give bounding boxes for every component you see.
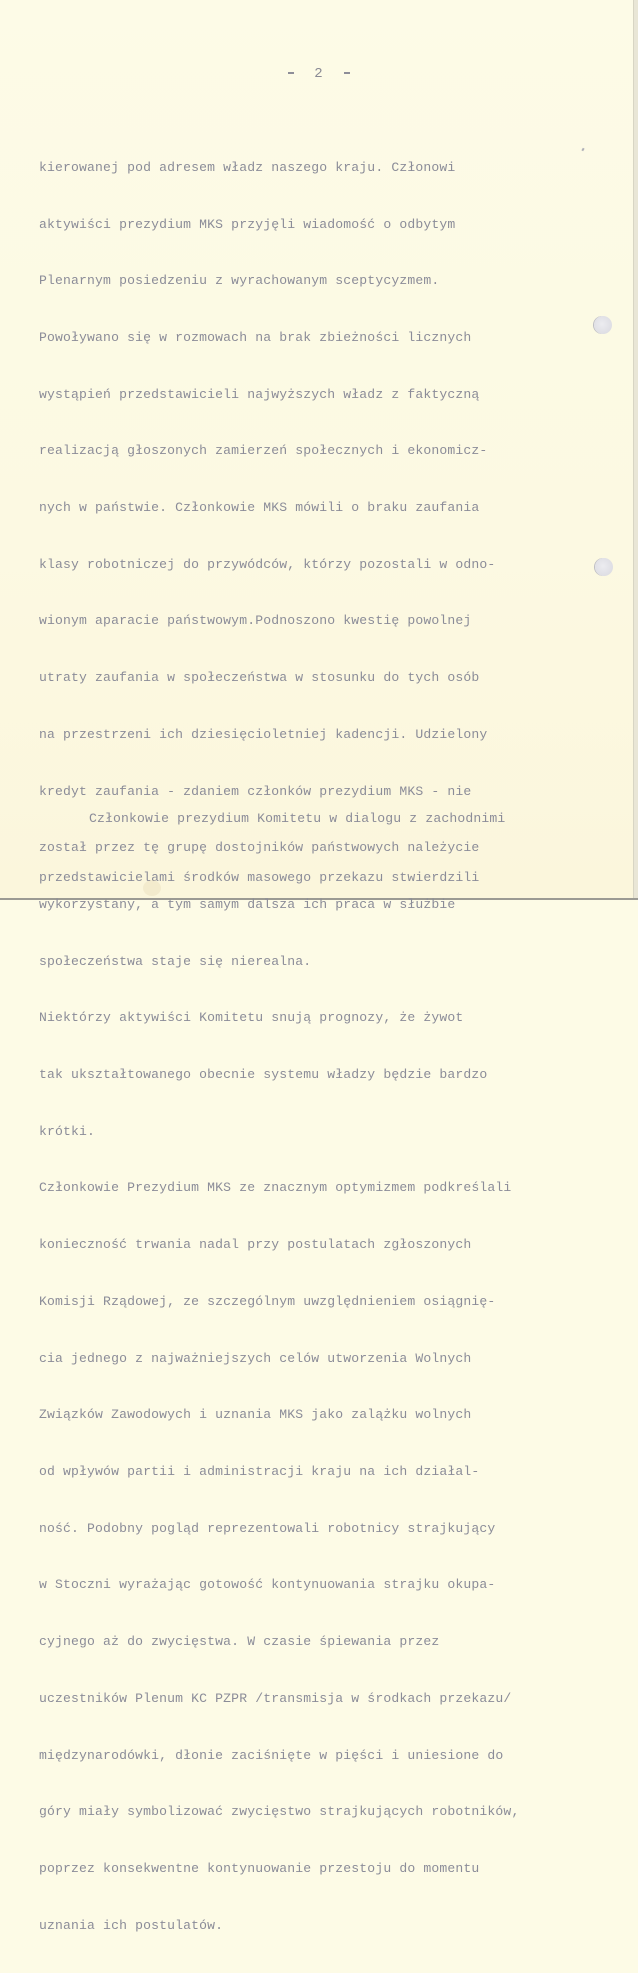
text-line: konieczność trwania nadal przy postulatach zgłoszonych bbox=[39, 1237, 472, 1253]
ink-mark bbox=[581, 148, 584, 152]
page-edge bbox=[633, 0, 638, 900]
text-line: kierowanej pod adresem władz naszego kraju. Członowi bbox=[39, 159, 456, 175]
text-line: nych w państwie. Członkowie MKS mówili o braku zaufania bbox=[39, 500, 480, 516]
text-line: Niektórzy aktywiści Komitetu snują prognozy, że żywot bbox=[39, 1010, 464, 1026]
paragraph-2 bbox=[39, 770, 559, 926]
text-line: krótki. bbox=[39, 1123, 96, 1139]
text-line: Powoływano się w rozmowach na brak zbieżności licznych bbox=[39, 329, 472, 345]
text-line: realizacją głoszonych zamierzeń społecznych i ekonomicz- bbox=[39, 443, 488, 459]
text-line: ność. Podobny pogląd reprezentowali robotnicy strajkujący bbox=[39, 1520, 496, 1536]
text-line: został przez tę grupę dostojników państwowych należycie bbox=[39, 840, 480, 856]
paragraph-1 bbox=[39, 121, 559, 1973]
text-line: góry miały symbolizować zwycięstwo strajkujących robotników, bbox=[39, 1804, 520, 1820]
page-number-value: 2 bbox=[314, 66, 324, 82]
text-line: wionym aparacie państwowym.Podnoszono kwestię powolnej bbox=[39, 613, 472, 629]
text-line: cia jednego z najważniejszych celów utworzenia Wolnych bbox=[39, 1350, 472, 1366]
text-line: aktywiści prezydium MKS przyjęli wiadomość o odbytym bbox=[39, 216, 456, 232]
text-line: Komisji Rządowej, ze szczególnym uwzględnieniem osiągnię- bbox=[39, 1293, 496, 1309]
text-line: poprzez konsekwentne kontynuowanie przestoju do momentu bbox=[39, 1860, 480, 1876]
text-line: uznania ich postulatów. bbox=[39, 1917, 224, 1933]
text-line: na przestrzeni ich dziesięcioletniej kadencji. Udzielony bbox=[39, 726, 488, 742]
page-number bbox=[0, 66, 638, 82]
paper-stain bbox=[143, 880, 161, 896]
text-line: Członkowie prezydium Komitetu w dialogu z zachodnimi bbox=[89, 811, 506, 826]
text-line: kredyt zaufania - zdaniem członków prezydium MKS - nie bbox=[39, 783, 472, 799]
text-line: utraty zaufania w społeczeństwa w stosunku do tych osób bbox=[39, 670, 480, 686]
text-line: społeczeństwa staje się nierealna. bbox=[39, 953, 312, 969]
text-line: cyjnego aż do zwycięstwa. W czasie śpiewania przez bbox=[39, 1634, 440, 1650]
text-line: wykorzystany, a tym samym dalsza ich praca w służbie bbox=[39, 896, 456, 912]
punch-hole bbox=[595, 558, 613, 576]
text-line: Związków Zawodowych i uznania MKS jako zalążku wolnych bbox=[39, 1407, 472, 1423]
text-line: przedstawicielami środków masowego przekazu stwierdzili bbox=[39, 869, 480, 885]
text-line: Plenarnym posiedzeniu z wyrachowanym sceptycyzmem. bbox=[39, 273, 440, 289]
text-line: wystąpień przedstawicieli najwyższych władz z faktyczną bbox=[39, 386, 480, 402]
punch-hole bbox=[594, 316, 612, 334]
text-line: w Stoczni wyrażając gotowość kontynuowania strajku okupa- bbox=[39, 1577, 496, 1593]
text-line: międzynarodówki, dłonie zaciśnięte w pięści i uniesione do bbox=[39, 1747, 504, 1763]
text-line: tak ukształtowanego obecnie systemu władzy będzie bardzo bbox=[39, 1067, 488, 1083]
dash-right bbox=[344, 72, 350, 74]
text-line: od wpływów partii i administracji kraju na ich działal- bbox=[39, 1463, 480, 1479]
dash-left bbox=[288, 72, 294, 74]
text-line: klasy robotniczej do przywódców, którzy pozostali w odno- bbox=[39, 556, 496, 572]
text-line: Członkowie Prezydium MKS ze znacznym optymizmem podkreślali bbox=[39, 1180, 512, 1196]
text-line: uczestników Plenum KC PZPR /transmisja w środkach przekazu/ bbox=[39, 1690, 512, 1706]
